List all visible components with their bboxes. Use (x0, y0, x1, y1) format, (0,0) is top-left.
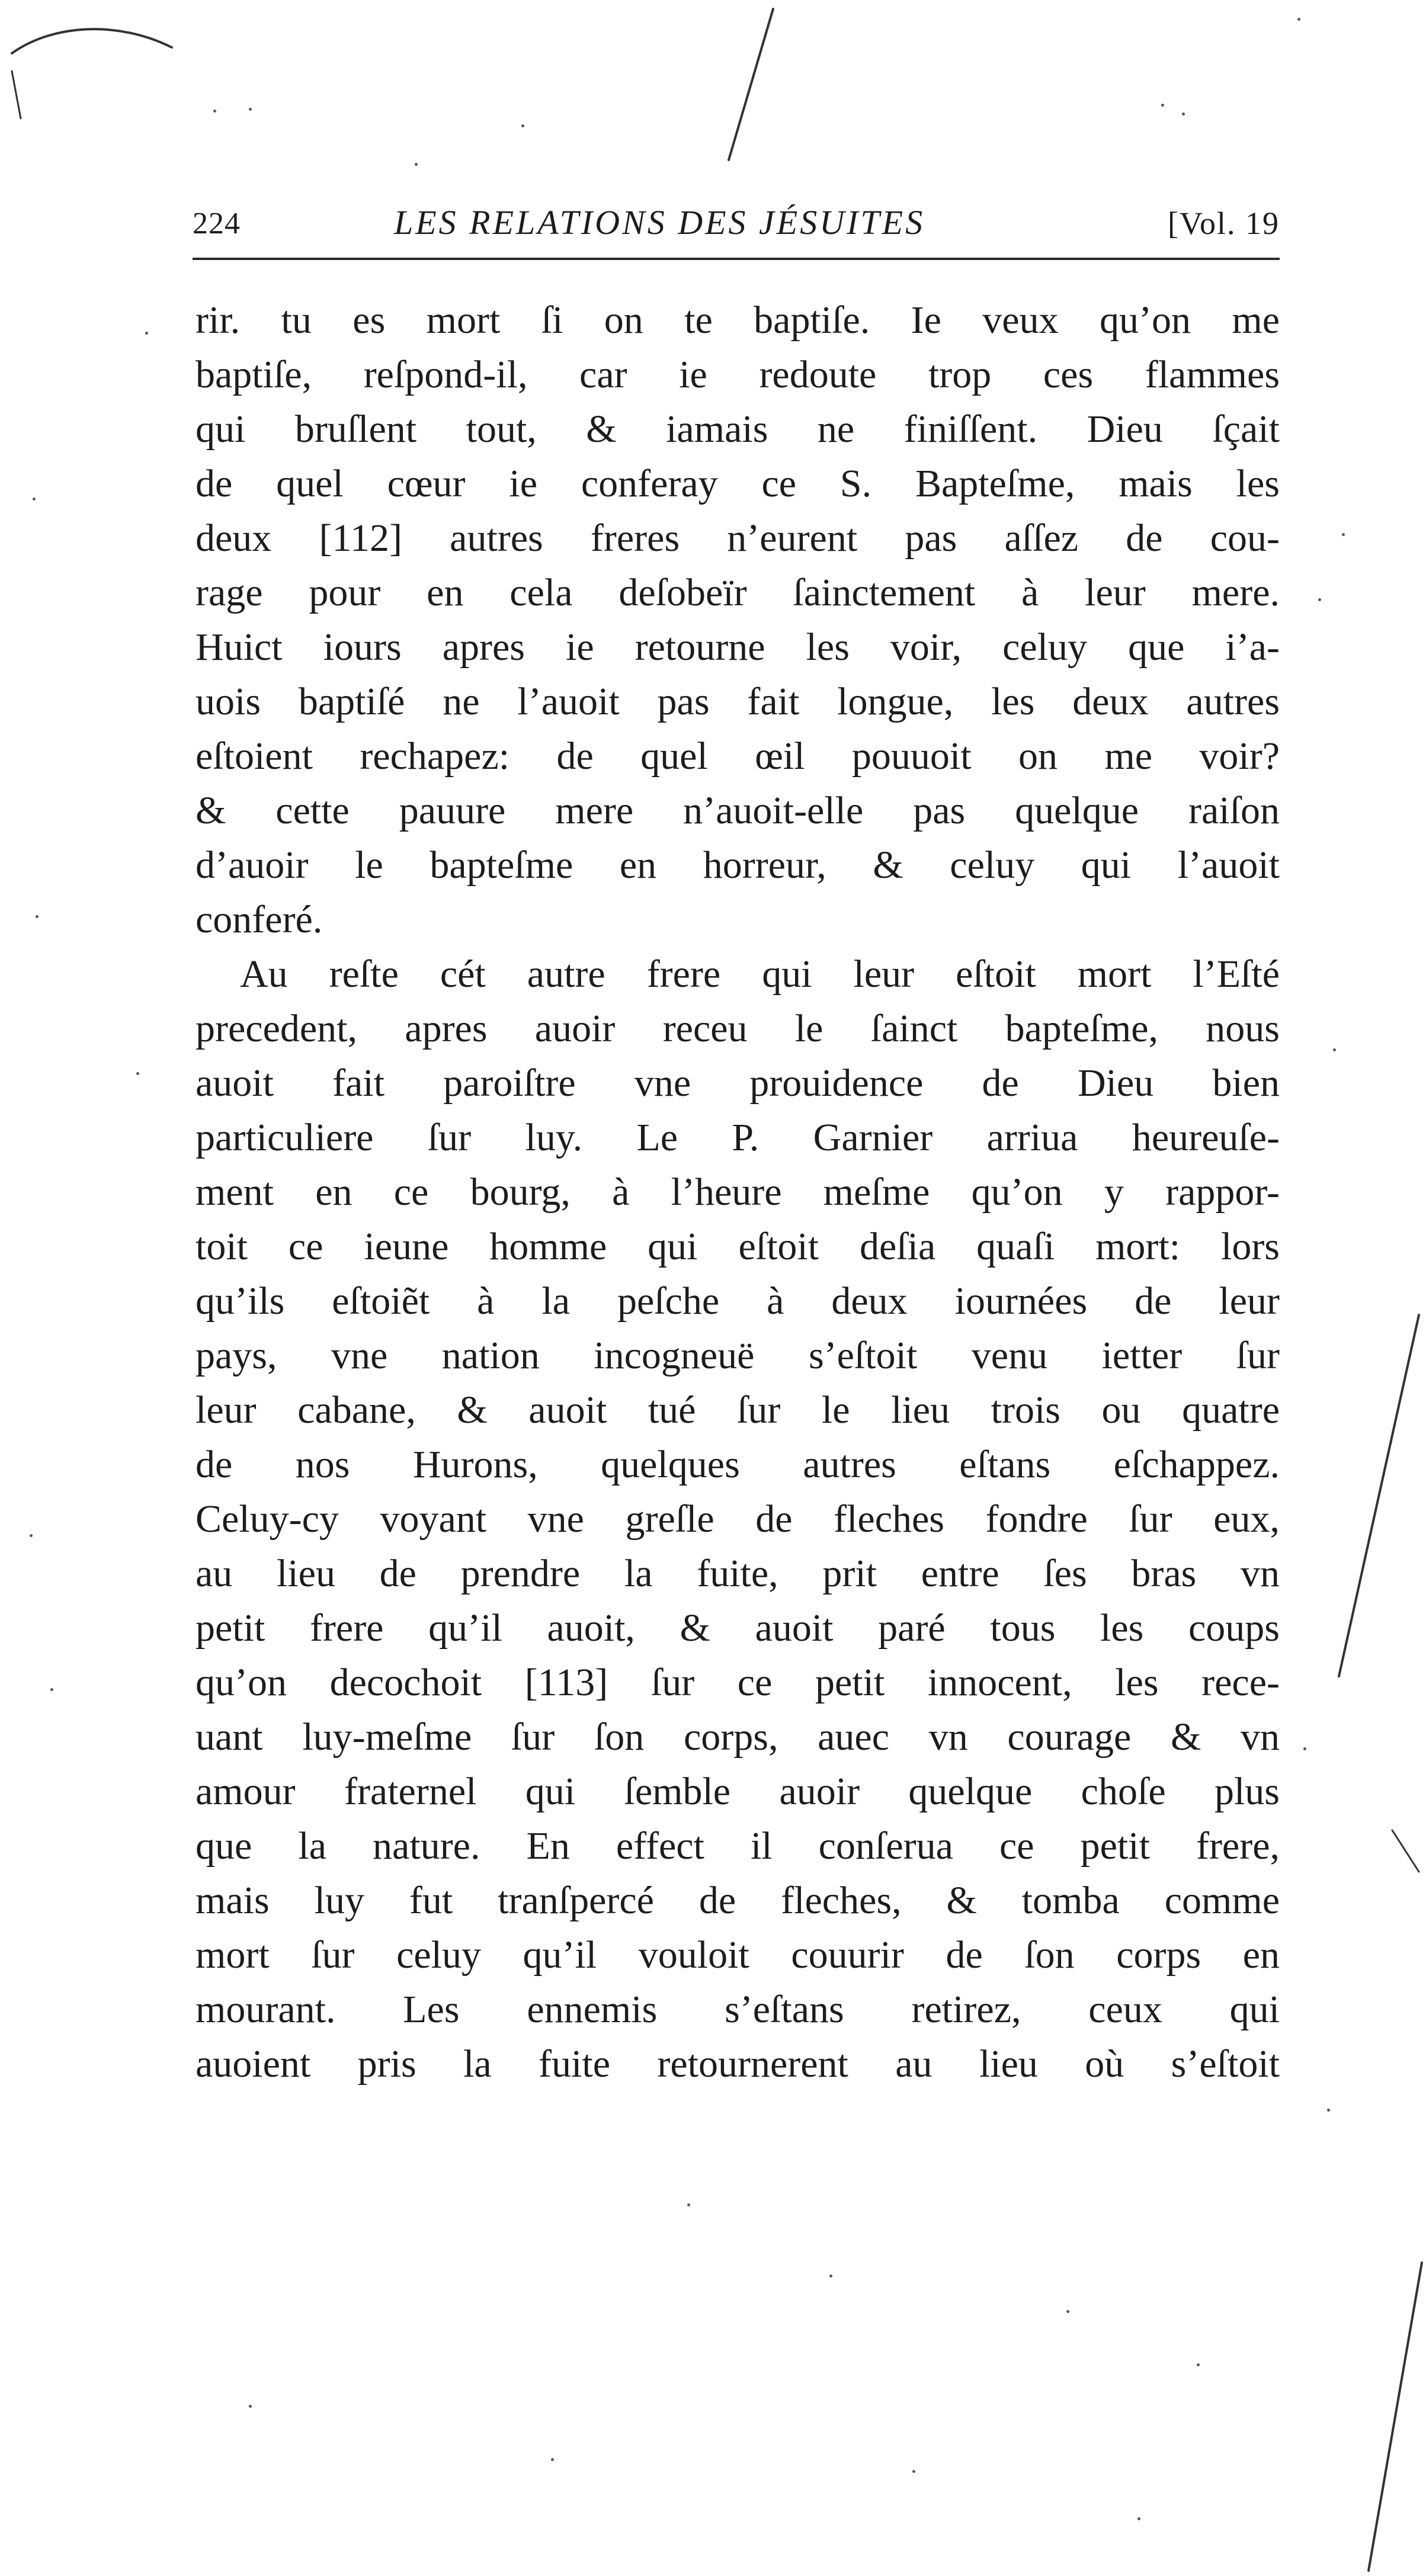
text-line: baptiſe, reſpond-il, car ie redoute trop ces flammes (196, 353, 1280, 396)
running-title: LES RELATIONS DES JÉSUITES (394, 203, 925, 242)
text-line: uois baptiſé ne l’auoit pas fait longue, les deux autres (196, 680, 1280, 723)
text-line: de quel cœur ie conferay ce S. Bapteſme, mais les (196, 462, 1280, 505)
text-line: que la nature. En effect il conſerua ce petit frere, (196, 1824, 1280, 1868)
paragraph-2 (196, 947, 1280, 2091)
text-line: qui bruſlent tout, & iamais ne finiſſent. Dieu ſçait (196, 408, 1280, 451)
right-margin-hook (1392, 1830, 1419, 1872)
paragraph-1 (196, 293, 1280, 947)
text-line: auoient pris la fuite retournerent au lieu où s’eſtoit (196, 2042, 1280, 2086)
text-line: petit frere qu’il auoit, & auoit paré tous les coups (196, 1606, 1280, 1650)
text-line: Celuy-cy voyant vne greſle de fleches fondre ſur eux, (196, 1497, 1280, 1541)
bottom-right-stroke (1369, 2263, 1422, 2571)
text-line: auoit fait paroiſtre vne prouidence de Dieu bien (196, 1061, 1280, 1105)
text-line: deux [112] autres freres n’eurent pas aſſez de cou- (196, 517, 1280, 560)
text-line: leur cabane, & auoit tué ſur le lieu trois ou quatre (196, 1388, 1280, 1432)
text-line: particuliere ſur luy. Le P. Garnier arriua heureuſe- (196, 1116, 1280, 1159)
text-line: au lieu de prendre la fuite, prit entre ſes bras vn (196, 1552, 1280, 1595)
text-line: mourant. Les ennemis s’eſtans retirez, ceux qui (196, 1988, 1280, 2031)
text-line: mais luy fut tranſpercé de fleches, & tomba comme (196, 1879, 1280, 1922)
text-line: precedent, apres auoir receu le ſainct bapteſme, nous (196, 1007, 1280, 1050)
text-line: Huict iours apres ie retourne les voir, celuy que i’a- (196, 625, 1280, 669)
body-text (196, 293, 1280, 2091)
text-line: qu’ils eſtoiẽt à la peſche à deux iournées de leur (196, 1279, 1280, 1323)
text-line: rir. tu es mort ſi on te baptiſe. Ie veux qu’on me (196, 299, 1280, 342)
text-line: d’auoir le bapteſme en horreur, & celuy qui l’auoit (196, 843, 1280, 887)
text-line: de nos Hurons, quelques autres eſtans eſchappez. (196, 1443, 1280, 1486)
text-line: rage pour en cela deſobeïr ſainctement à leur mere. (196, 571, 1280, 614)
running-header (193, 195, 1280, 261)
text-line: ment en ce bourg, à l’heure meſme qu’on y rappor- (196, 1170, 1280, 1214)
top-left-dash (12, 71, 21, 118)
page-number: 224 (193, 207, 241, 240)
top-left-stroke (12, 29, 172, 53)
text-line: amour fraternel qui ſemble auoir quelque choſe plus (196, 1770, 1280, 1813)
text-line: toit ce ieune homme qui eſtoit deſia quaſi mort: lors (196, 1225, 1280, 1268)
volume-label: [Vol. 19 (1167, 206, 1280, 241)
text-line: Au reſte cét autre frere qui leur eſtoit mort l’Eſté (240, 952, 1280, 996)
text-line: qu’on decochoit [113] ſur ce petit innocent, les rece- (196, 1661, 1280, 1704)
text-line: mort ſur celuy qu’il vouloit couurir de ſon corps en (196, 1933, 1280, 1977)
text-line: pays, vne nation incogneuë s’eſtoit venu ietter ſur (196, 1334, 1280, 1377)
text-line: conferé. (196, 898, 323, 941)
text-line: & cette pauure mere n’auoit-elle pas quelque raiſon (196, 789, 1280, 832)
text-line: eſtoient rechapez: de quel œil pouuoit on me voir? (196, 734, 1280, 778)
header-rule (193, 258, 1280, 260)
right-margin-stroke (1339, 1315, 1419, 1676)
text-line: uant luy-meſme ſur ſon corps, auec vn courage & vn (196, 1715, 1280, 1759)
top-center-stroke (729, 9, 773, 160)
